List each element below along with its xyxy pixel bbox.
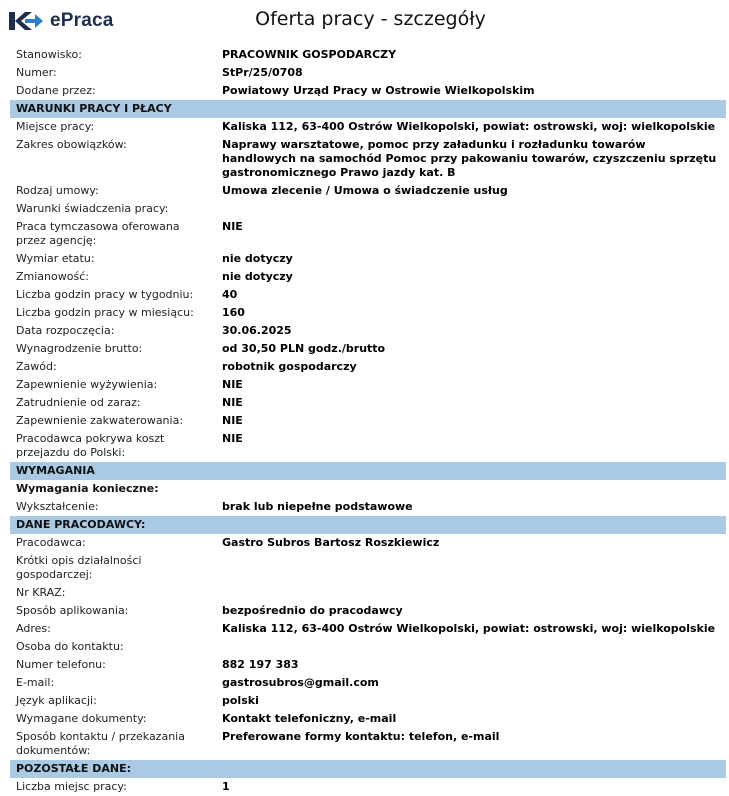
logo-text: ePraca	[50, 10, 114, 31]
field-row	[10, 728, 726, 760]
field-value: nie dotyczy	[222, 252, 293, 265]
field-label: Pracodawca pokrywa koszt przejazdu do Polski:	[16, 432, 165, 459]
field-label: Miejsce pracy:	[16, 120, 95, 133]
field-row	[10, 394, 726, 412]
field-label: Wynagrodzenie brutto:	[16, 342, 143, 355]
field-value: Powiatowy Urząd Pracy w Ostrowie Wielkopolskim	[222, 84, 535, 97]
page-title: Oferta pracy - szczegóły	[255, 8, 486, 30]
field-value: Kontakt telefoniczny, e-mail	[222, 712, 397, 725]
field-value: od 30,50 PLN godz./brutto	[222, 342, 386, 355]
field-row	[10, 430, 726, 462]
field-row	[10, 286, 726, 304]
field-label: Zakres obowiązków:	[16, 138, 127, 151]
page-header	[0, 0, 729, 44]
field-label: Zatrudnienie od zaraz:	[16, 396, 141, 409]
field-label: Wymiar etatu:	[16, 252, 95, 265]
field-value: 40	[222, 288, 238, 301]
field-value: 160	[222, 306, 245, 319]
field-row	[10, 340, 726, 358]
field-value: NIE	[222, 432, 243, 445]
field-row	[10, 304, 726, 322]
field-row	[10, 778, 726, 796]
field-value: 1	[222, 780, 230, 793]
field-label: Zmianowość:	[16, 270, 89, 283]
field-label: Osoba do kontaktu:	[16, 640, 124, 653]
field-value: brak lub niepełne podstawowe	[222, 500, 413, 513]
field-row	[10, 200, 726, 218]
field-label: Praca tymczasowa oferowana przez agencję:	[16, 220, 180, 247]
field-row	[10, 64, 726, 82]
section-title: WARUNKI PRACY I PŁACY	[10, 100, 726, 118]
field-row	[10, 182, 726, 200]
field-row	[10, 250, 726, 268]
field-value: nie dotyczy	[222, 270, 293, 283]
field-row	[10, 322, 726, 340]
field-label: Rodzaj umowy:	[16, 184, 99, 197]
field-label: Liczba miejsc pracy:	[16, 780, 127, 793]
field-row	[10, 218, 726, 250]
field-label: E-mail:	[16, 676, 55, 689]
field-label: Wykształcenie:	[16, 500, 99, 513]
field-row	[10, 602, 726, 620]
field-value: Gastro Subros Bartosz Roszkiewicz	[222, 536, 440, 549]
field-label: Dodane przez:	[16, 84, 96, 97]
field-label: Nr KRAZ:	[16, 586, 66, 599]
field-label: Sposób kontaktu / przekazania dokumentów:	[16, 730, 185, 757]
field-label: Liczba godzin pracy w tygodniu:	[16, 288, 194, 301]
section-title: WYMAGANIA	[10, 462, 726, 480]
field-row	[10, 534, 726, 552]
field-label: Krótki opis działalności gospodarczej:	[16, 554, 142, 581]
field-row	[10, 620, 726, 638]
field-row	[10, 552, 726, 584]
field-value: bezpośrednio do pracodawcy	[222, 604, 403, 617]
field-value: NIE	[222, 396, 243, 409]
field-row	[10, 638, 726, 656]
requirements-subheading-row	[10, 480, 726, 498]
section-title: DANE PRACODAWCY:	[10, 516, 726, 534]
field-label: Stanowisko:	[16, 48, 82, 61]
field-value: StPr/25/0708	[222, 66, 303, 79]
field-row	[10, 268, 726, 286]
field-value: NIE	[222, 220, 243, 233]
field-row	[10, 498, 726, 516]
field-value: PRACOWNIK GOSPODARCZY	[222, 48, 397, 61]
field-value: Kaliska 112, 63-400 Ostrów Wielkopolski, powiat: ostrowski, woj: wielkopolskie	[222, 622, 716, 635]
section-header-employer	[10, 516, 726, 534]
section-title: POZOSTAŁE DANE:	[10, 760, 726, 778]
field-value: Preferowane formy kontaktu: telefon, e-mail	[222, 730, 500, 743]
field-label: Numer:	[16, 66, 57, 79]
field-label: Sposób aplikowania:	[16, 604, 129, 617]
field-value: robotnik gospodarczy	[222, 360, 357, 373]
field-value: 30.06.2025	[222, 324, 292, 337]
field-value: Kaliska 112, 63-400 Ostrów Wielkopolski, powiat: ostrowski, woj: wielkopolskie	[222, 120, 716, 133]
field-label: Numer telefonu:	[16, 658, 106, 671]
field-row	[10, 656, 726, 674]
field-value: Umowa zlecenie / Umowa o świadczenie usług	[222, 184, 508, 197]
field-row	[10, 358, 726, 376]
field-value	[216, 200, 726, 218]
field-row	[10, 118, 726, 136]
field-label: Warunki świadczenia pracy:	[16, 202, 169, 215]
field-row	[10, 692, 726, 710]
section-header-other	[10, 760, 726, 778]
field-value: polski	[222, 694, 259, 707]
offer-details-table	[10, 46, 726, 796]
field-row	[10, 674, 726, 692]
field-value: NIE	[222, 378, 243, 391]
field-value: gastrosubros@gmail.com	[222, 676, 379, 689]
field-label: Pracodawca:	[16, 536, 86, 549]
field-value	[216, 638, 726, 656]
field-value: NIE	[222, 414, 243, 427]
field-row	[10, 136, 726, 182]
field-label: Zawód:	[16, 360, 57, 373]
field-value	[216, 552, 726, 584]
field-label: Zapewnienie wyżywienia:	[16, 378, 158, 391]
field-row	[10, 82, 726, 100]
field-row	[10, 584, 726, 602]
section-header-work-conditions	[10, 100, 726, 118]
field-label: Zapewnienie zakwaterowania:	[16, 414, 184, 427]
field-row	[10, 376, 726, 394]
field-label: Data rozpoczęcia:	[16, 324, 115, 337]
field-row	[10, 46, 726, 64]
field-value: 882 197 383	[222, 658, 299, 671]
field-row	[10, 710, 726, 728]
field-label: Język aplikacji:	[16, 694, 97, 707]
requirements-subheading: Wymagania konieczne:	[16, 482, 159, 495]
field-label: Wymagane dokumenty:	[16, 712, 147, 725]
section-header-requirements	[10, 462, 726, 480]
field-value: Naprawy warsztatowe, pomoc przy załadunku i rozładunku towarów handlowych na samochód Pomoc przy pakowaniu towarów, czyszczeniu sprzętu gastronomicznego Prawo jazdy kat. B	[222, 138, 717, 179]
field-row	[10, 412, 726, 430]
field-value	[216, 584, 726, 602]
field-label: Adres:	[16, 622, 51, 635]
field-label: Liczba godzin pracy w miesiącu:	[16, 306, 194, 319]
